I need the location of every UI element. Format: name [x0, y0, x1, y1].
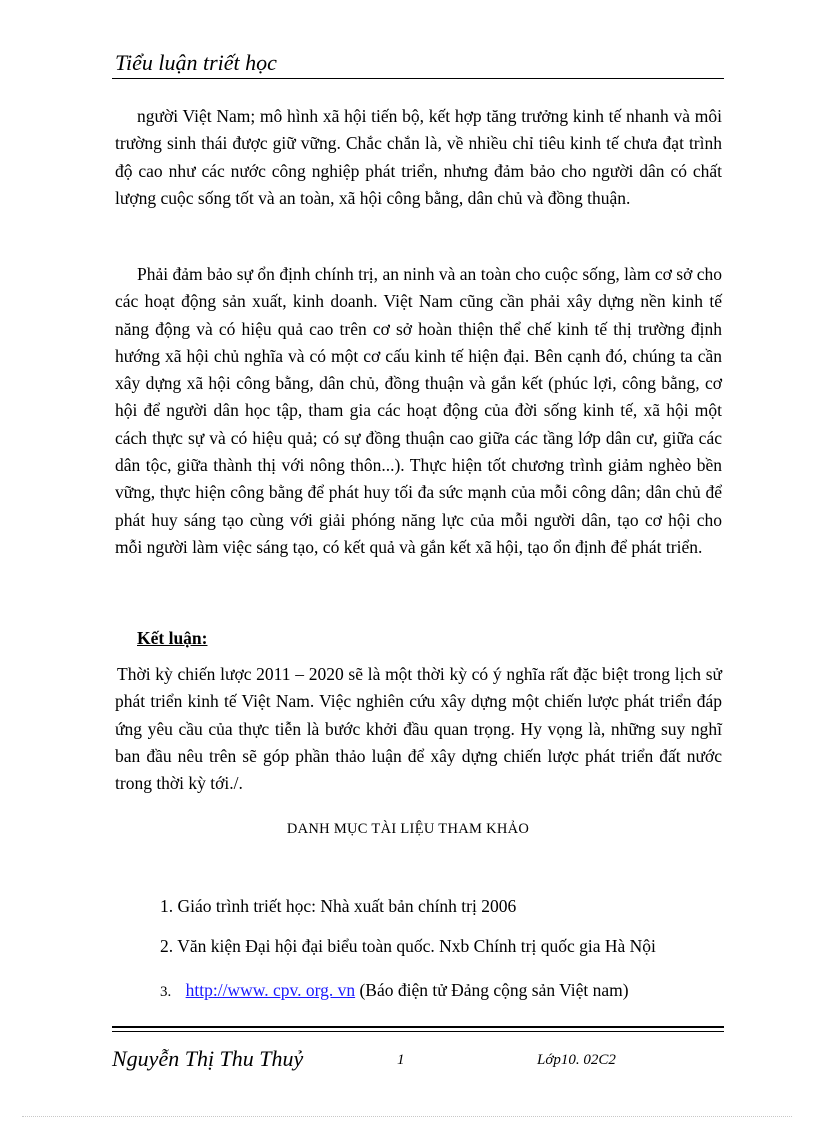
reference-number: 1. — [160, 896, 174, 916]
page-bottom-dotted-line — [22, 1116, 792, 1117]
conclusion-heading: Kết luận: — [137, 628, 208, 648]
paragraph-conclusion: Thời kỳ chiến lược 2011 – 2020 sẽ là một thời kỳ có ý nghĩa rất đặc biệt trong lịch sử phát triển kinh tế Việt Nam. Việc nghiên cứu xây dựng một chiến lược phát triển đáp ứng yêu cầu của thực tiễn là bước khởi đầu quan trọng. Hy vọng là, những suy nghĩ ban đầu nêu trên sẽ góp phần thảo luận để xây dựng chiến lược phát triển đất nước trong thời kỳ tới./. — [115, 664, 722, 794]
paragraph-2: Phải đảm bảo sự ổn định chính trị, an ninh và an toàn cho cuộc sống, làm cơ sở cho các hoạt động sản xuất, kinh doanh. Việt Nam cũng cần phải xây dựng nền kinh tế năng động và có hiệu quả cao trên cơ sở hoàn thiện thể chế kinh tế thị trường định hướng xã hội chủ nghĩa và có một cơ cấu kinh tế hiện đại. Bên cạnh đó, chúng ta cần xây dựng xã hội công bằng, dân chủ, đồng thuận và gắn kết (phúc lợi, công bằng, cơ hội để người dân học tập, tham gia các hoạt động của đời sống kinh tế, xã hội một cách thực sự và có hiệu quả; có sự đồng thuận cao giữa các tầng lớp dân cư, giữa các dân tộc, giữa thành thị với nông thôn...). Thực hiện tốt chương trình giảm nghèo bền vững, thực hiện công bằng để phát huy tối đa sức mạnh của mỗi công dân; dân chủ để phát huy sáng tạo cùng với giải phóng năng lực của mỗi người dân, tạo cơ hội cho mỗi người làm việc sáng tạo, có kết quả và gắn kết xã hội, tạo ổn định để phát triển. — [115, 264, 722, 557]
reference-item — [160, 936, 656, 957]
footer-divider-thin — [112, 1031, 724, 1032]
footer-class: Lớp10. 02C2 — [537, 1052, 616, 1068]
reference-text: Giáo trình triết học: Nhà xuất bản chính trị 2006 — [177, 896, 517, 916]
reference-link[interactable]: http://www. cpv. org. vn — [185, 980, 356, 1000]
header-title: Tiểu luận triết học — [115, 50, 277, 75]
reference-text: (Báo điện tử Đảng cộng sản Việt nam) — [359, 980, 629, 1000]
footer-author: Nguyễn Thị Thu Thuỷ — [112, 1046, 304, 1071]
footer-divider-thick — [112, 1026, 724, 1028]
paragraph-1: người Việt Nam; mô hình xã hội tiến bộ, kết hợp tăng trưởng kinh tế nhanh và môi trường sinh thái được giữ vững. Chắc chắn là, về nhiều chỉ tiêu kinh tế chưa đạt trình độ cao như các nước công nghiệp phát triển, nhưng đảm bảo cho người dân có chất lượng cuộc sống tốt và an toàn, xã hội công bằng, dân chủ và đồng thuận. — [115, 106, 722, 208]
references-title: DANH MỤC TÀI LIỆU THAM KHẢO — [286, 821, 530, 837]
header-divider — [112, 78, 724, 79]
reference-number: 3. — [160, 984, 172, 1000]
reference-text: Văn kiện Đại hội đại biểu toàn quốc. Nxb Chính trị quốc gia Hà Nội — [177, 936, 656, 956]
reference-number: 2. — [160, 936, 174, 956]
footer-page-number: 1 — [397, 1052, 405, 1068]
reference-item — [160, 980, 629, 1001]
reference-item — [160, 896, 516, 917]
